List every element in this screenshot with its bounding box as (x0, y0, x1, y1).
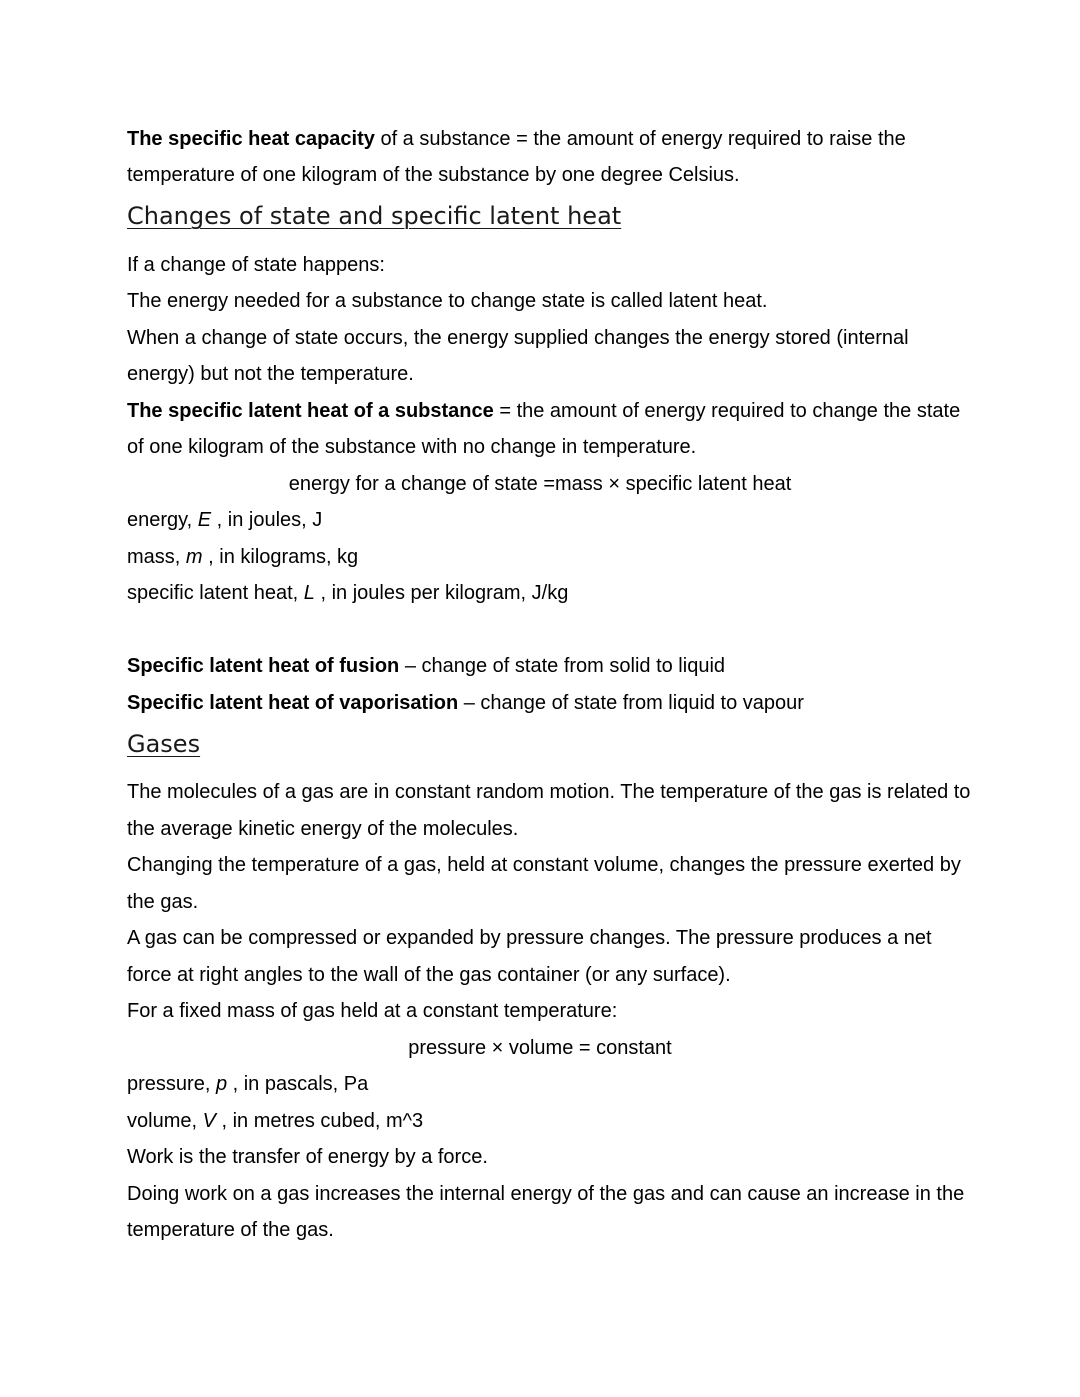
term-specific-heat-capacity: The specific heat capacity (127, 128, 375, 150)
specific-heat-capacity-definition-cont: temperature of one kilogram of the substance by one degree Celsius. (127, 164, 740, 186)
latent-heat-fusion: Specific latent heat of fusion – change of state from solid to liquid (127, 655, 726, 677)
heading-changes-of-state: Changes of state and specific latent heat (127, 202, 622, 230)
variable-energy: energy, E , in joules, J (127, 509, 323, 531)
term-latent-heat-fusion: Specific latent heat of fusion (127, 655, 400, 677)
term-latent-heat-vaporisation: Specific latent heat of vaporisation (127, 692, 459, 714)
latent-heat-definition-line: The energy needed for a substance to change state is called latent heat. (127, 290, 768, 312)
gases-line-10: temperature of the gas. (127, 1219, 334, 1241)
variable-specific-latent-heat: specific latent heat, L , in joules per kilogram, J/kg (127, 582, 569, 604)
gases-line-9: Doing work on a gas increases the internal energy of the gas and can cause an increase in the (127, 1183, 965, 1205)
gases-line-1: The molecules of a gas are in constant random motion. The temperature of the gas is related to (127, 781, 971, 803)
specific-heat-capacity-definition: The specific heat capacity of a substance = the amount of energy required to raise the (127, 128, 906, 150)
latent-intro-line: If a change of state happens: (127, 254, 385, 276)
gases-line-work: Work is the transfer of energy by a force. (127, 1146, 488, 1168)
variable-mass: mass, m , in kilograms, kg (127, 546, 359, 568)
latent-heat-vaporisation: Specific latent heat of vaporisation – change of state from liquid to vapour (127, 692, 804, 714)
gases-line-3: Changing the temperature of a gas, held at constant volume, changes the pressure exerted by (127, 854, 961, 876)
gases-line-2: the average kinetic energy of the molecules. (127, 818, 519, 840)
heading-gases: Gases (127, 730, 201, 758)
specific-latent-heat-definition: The specific latent heat of a substance = the amount of energy required to change the state (127, 400, 961, 422)
gases-line-4: the gas. (127, 891, 199, 913)
variable-pressure: pressure, p , in pascals, Pa (127, 1073, 369, 1095)
change-of-state-energy-line-cont: energy) but not the temperature. (127, 363, 414, 385)
term-specific-latent-heat: The specific latent heat of a substance (127, 400, 494, 422)
gases-line-7: For a fixed mass of gas held at a constant temperature: (127, 1000, 618, 1022)
variable-volume: volume, V , in metres cubed, m^3 (127, 1110, 424, 1132)
change-of-state-energy-line: When a change of state occurs, the energy supplied changes the energy stored (internal (127, 327, 909, 349)
specific-latent-heat-definition-cont: of one kilogram of the substance with no change in temperature. (127, 436, 697, 458)
gases-line-6: force at right angles to the wall of the gas container (or any surface). (127, 964, 731, 986)
pressure-volume-equation: pressure × volume = constant (408, 1037, 672, 1059)
latent-heat-equation: energy for a change of state =mass × specific latent heat (288, 473, 792, 495)
gases-line-5: A gas can be compressed or expanded by pressure changes. The pressure produces a net (127, 927, 932, 949)
